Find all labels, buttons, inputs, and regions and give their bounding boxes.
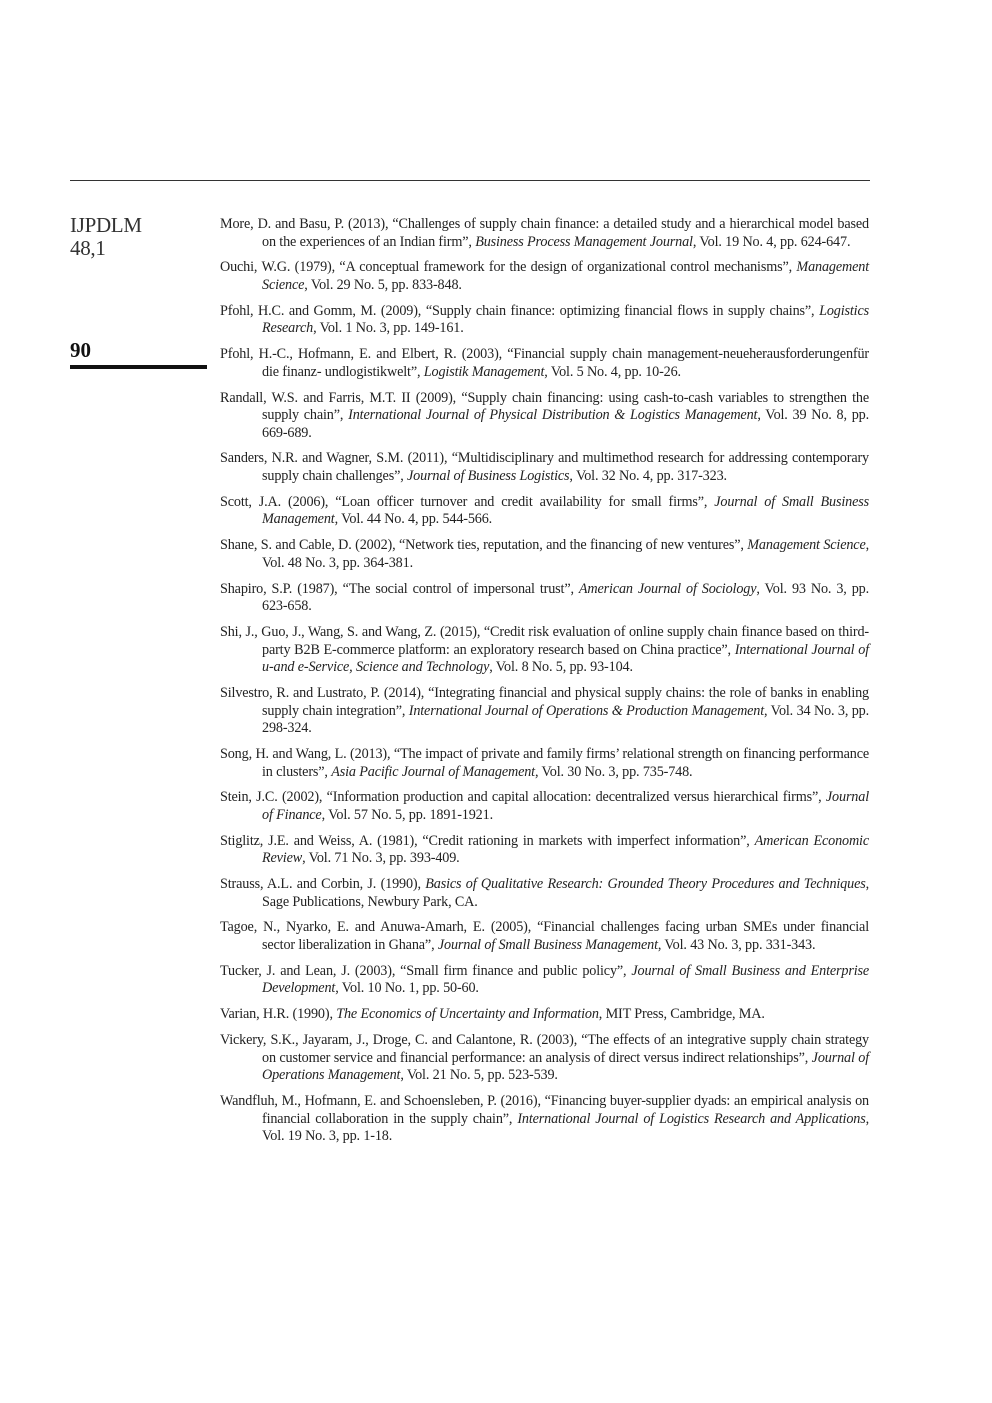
reference-text: Pfohl, H.-C., Hofmann, E. and Elbert, R. (2003), “Financial supply chain management-neueherausforderungenfür die finanz- undlogistikwelt”, (220, 346, 869, 380)
journal-info (70, 214, 142, 260)
reference-source-title: Management Science (262, 259, 869, 293)
reference-list (220, 216, 869, 1154)
reference-entry (220, 494, 869, 529)
reference-text: Strauss, A.L. and Corbin, J. (1990), (220, 876, 426, 893)
reference-details: , MIT Press, Cambridge, MA. (598, 1006, 765, 1023)
reference-source-title: Journal of Finance (262, 789, 869, 823)
reference-entry (220, 303, 869, 338)
reference-details: , Vol. 10 No. 1, pp. 50-60. (335, 980, 479, 997)
reference-text: Tucker, J. and Lean, J. (2003), “Small firm finance and public policy”, (220, 962, 632, 979)
reference-details: , Vol. 29 No. 5, pp. 833-848. (304, 276, 462, 293)
reference-details: , Vol. 5 No. 4, pp. 10-26. (544, 363, 681, 380)
reference-details: , Vol. 43 No. 3, pp. 331-343. (657, 937, 816, 953)
page-number: 90 (70, 338, 91, 362)
reference-source-title: The Economics of Uncertainty and Information (336, 1006, 599, 1023)
reference-source-title: Asia Pacific Journal of Management (331, 763, 535, 780)
reference-text: Shi, J., Guo, J., Wang, S. and Wang, Z. (2015), “Credit risk evaluation of online supply chain finance based on third-party B2B E-commerce platform: an exploratory research based on China practice”, (220, 623, 869, 658)
reference-source-title: Management Science (747, 537, 866, 554)
reference-text: More, D. and Basu, P. (2013), “Challenges of supply chain finance: a detailed study and a hierarchical model based on the experiences of an Indian firm”, (220, 216, 869, 250)
reference-details: , Vol. 57 No. 5, pp. 1891-1921. (321, 806, 493, 823)
reference-entry (220, 390, 869, 443)
reference-entry (220, 216, 869, 251)
reference-source-title: International Journal of Operations & Production Management (408, 702, 765, 719)
reference-details: , Vol. 71 No. 3, pp. 393-409. (302, 850, 460, 867)
reference-details: , Vol. 19 No. 3, pp. 1-18. (262, 1110, 869, 1145)
reference-entry (220, 624, 869, 677)
reference-source-title: Logistik Management (423, 363, 545, 380)
reference-source-title: Journal of Small Business Management (437, 937, 658, 953)
reference-details: , Vol. 32 No. 4, pp. 317-323. (569, 468, 727, 485)
reference-details: , Vol. 21 No. 5, pp. 523-539. (400, 1067, 558, 1084)
reference-source-title: International Journal of u-and e-Service, Science and Technology (262, 641, 869, 676)
reference-text: Stiglitz, J.E. and Weiss, A. (1981), “Credit rationing in markets with imperfect information”, (220, 832, 755, 849)
reference-source-title: Journal of Operations Management (262, 1049, 870, 1084)
header-rule (70, 180, 870, 181)
reference-entry (220, 581, 869, 616)
reference-details: , Vol. 48 No. 3, pp. 364-381. (262, 537, 869, 571)
reference-text: Randall, W.S. and Farris, M.T. II (2009), “Supply chain financing: using cash-to-cash variables to strengthen the supply chain”, (220, 389, 869, 424)
reference-text: Varian, H.R. (1990), (220, 1006, 337, 1023)
reference-text: Shapiro, S.P. (1987), “The social control of impersonal trust”, (220, 580, 579, 597)
reference-text: Silvestro, R. and Lustrato, P. (2014), “Integrating financial and physical supply chains: the role of banks in enabling supply chain integration”, (220, 684, 869, 719)
reference-entry (220, 685, 869, 738)
reference-entry (220, 833, 869, 868)
journal-abbreviation: IJPDLM (70, 213, 142, 237)
reference-source-title: Basics of Qualitative Research: Grounded Theory Procedures and Techniques (425, 876, 866, 893)
reference-details: , Vol. 1 No. 3, pp. 149-161. (313, 320, 464, 337)
reference-entry (220, 1093, 869, 1146)
reference-text: Sanders, N.R. and Wagner, S.M. (2011), “Multidisciplinary and multimethod research for addressing contemporary supply chain challenges”, (220, 450, 869, 485)
reference-text: Stein, J.C. (2002), “Information production and capital allocation: decentralized versus hierarchical firms”, (220, 789, 826, 806)
page-number-rule (70, 365, 207, 369)
reference-source-title: Journal of Business Logistics (407, 468, 570, 485)
reference-details: , Vol. 44 No. 4, pp. 544-566. (334, 511, 493, 528)
journal-volume-issue: 48,1 (70, 236, 106, 260)
reference-source-title: Business Process Management Journal (475, 233, 693, 250)
reference-entry (220, 876, 869, 911)
reference-source-title: American Journal of Sociology (578, 580, 757, 597)
reference-entry (220, 346, 869, 381)
reference-details: , Sage Publications, Newbury Park, CA. (262, 876, 869, 910)
reference-source-title: Journal of Small Business Management (262, 493, 869, 528)
reference-text: Pfohl, H.C. and Gomm, M. (2009), “Supply chain finance: optimizing financial flows in supply chains”, (220, 302, 820, 319)
reference-entry (220, 537, 869, 572)
reference-entry (220, 789, 869, 824)
reference-text: Wandfluh, M., Hofmann, E. and Schoensleben, P. (2016), “Financing buyer-supplier dyads: an empirical analysis on financial collaboration in the supply chain”, (220, 1092, 869, 1127)
reference-details: , Vol. 34 No. 3, pp. 298-324. (262, 702, 869, 737)
reference-text: Scott, J.A. (2006), “Loan officer turnover and credit availability for small firms”, (220, 493, 715, 510)
reference-details: , Vol. 39 No. 8, pp. 669-689. (262, 407, 870, 441)
reference-text: Ouchi, W.G. (1979), “A conceptual framework for the design of organizational control mechanisms”, (220, 259, 797, 276)
reference-source-title: Logistics Research (262, 302, 869, 337)
reference-details: , Vol. 30 No. 3, pp. 735-748. (534, 763, 693, 780)
reference-entry (220, 450, 869, 485)
reference-entry (220, 746, 869, 781)
reference-text: Vickery, S.K., Jayaram, J., Droge, C. and Calantone, R. (2003), “The effects of an integrative supply chain strategy on customer service and financial performance: an analysis of direct versus indirect relationships”, (220, 1031, 869, 1066)
reference-source-title: International Journal of Logistics Research and Applications (517, 1110, 866, 1127)
reference-entry (220, 259, 869, 294)
reference-entry (220, 1006, 869, 1024)
reference-source-title: American Economic Review (262, 832, 869, 867)
reference-text: Song, H. and Wang, L. (2013), “The impact of private and family firms’ relational strength on financing performance in clusters”, (220, 745, 869, 780)
reference-entry (220, 1032, 869, 1085)
reference-entry (220, 963, 869, 998)
reference-details: , Vol. 19 No. 4, pp. 624-647. (692, 233, 851, 250)
reference-details: , Vol. 8 No. 5, pp. 93-104. (489, 659, 633, 676)
reference-entry (220, 919, 869, 954)
reference-source-title: International Journal of Physical Distribution & Logistics Management (348, 407, 758, 424)
reference-text: Tagoe, N., Nyarko, E. and Anuwa-Amarh, E. (2005), “Financial challenges facing urban SMEs under financial sector liberalization in Ghana”, (220, 919, 869, 953)
reference-source-title: Journal of Small Business and Enterprise Development (262, 962, 870, 997)
reference-text: Shane, S. and Cable, D. (2002), “Network ties, reputation, and the financing of new ventures”, (220, 537, 748, 554)
reference-details: , Vol. 93 No. 3, pp. 623-658. (262, 580, 869, 615)
